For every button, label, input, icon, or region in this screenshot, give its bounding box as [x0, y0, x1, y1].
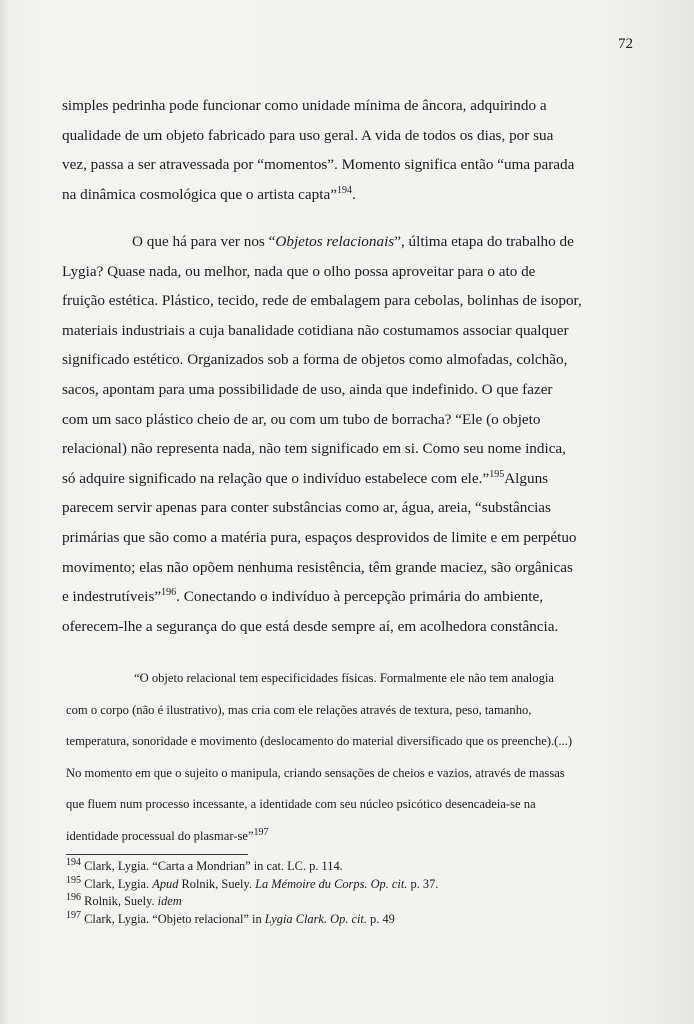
paragraph-1-text: simples pedrinha pode funcionar como unidade mínima de âncora, adquirindo a qualidade de um objeto fabricado para uso geral. A vida de todos os dias, por sua vez, passa a ser atravessada por “momentos”. Momento significa então “uma parada na dinâmica cosmológica que o artista capta” [62, 97, 575, 203]
footnote-number: 196 [66, 892, 81, 904]
footnote-text: Clark, Lygia. “Objeto relacional” in [84, 911, 265, 926]
paragraph-2-part2: ”, última etapa do trabalho de Lygia? Quase nada, ou melhor, nada que o olho possa aproveitar para o ato de fruição estética. Plástico, tecido, rede de embalagem para cebolas, bolinhas de isopor, materiais industriais a cuja banalidade cotidiana não costumamos associar qualquer significado estético. Organizados sob a forma de objetos como almofadas, colchão, sacos, apontam para uma possibilidade de uso, ainda que indefinido. O que fazer com um saco plástico cheio de ar, ou com um tubo de borracha? “Ele (o objeto relacional) não representa nada, não tem significado em si. Como seu nome indica, só adquire significado na relação que o indivíduo estabelece com ele.” [62, 233, 582, 487]
footnote-text: Rolnik, Suely. [84, 894, 158, 909]
footnote-text: p. 49 [366, 911, 395, 926]
footnote-text: Clark, Lygia. “Carta a Mondrian” in cat. LC. p. 114. [84, 859, 343, 873]
footnote-ref-195: 195 [489, 468, 505, 480]
paragraph-2-part4: . Conectando o indivíduo à percepção primária do ambiente, oferecem-lhe a segurança do que está desde sempre aí, em acolhedora constância. [62, 588, 559, 635]
page-number: 72 [618, 36, 633, 52]
footnote-italic: Lygia Clark. Op. cit. [264, 911, 367, 926]
footnote-text: p. 37. [407, 876, 439, 891]
block-quote [66, 663, 576, 852]
footnote-197 [66, 911, 586, 929]
paragraph-2 [62, 227, 582, 641]
footnote-number: 195 [66, 874, 81, 886]
footnote-text: Rolnik, Suely. [178, 876, 256, 891]
footnote-194 [66, 858, 586, 876]
footnotes [66, 858, 586, 928]
paragraph-1 [62, 91, 582, 209]
footnote-italic: idem [157, 894, 182, 909]
footnote-text: Clark, Lygia. [84, 876, 153, 891]
footnote-196 [66, 893, 586, 911]
footnote-ref-197: 197 [253, 826, 269, 838]
footnote-number: 197 [66, 909, 81, 921]
footnote-divider [66, 854, 248, 855]
footnote-ref-196: 196 [161, 587, 177, 599]
footnote-italic: Apud [152, 876, 179, 891]
quote-text: “O objeto relacional tem especificidades físicas. Formalmente ele não tem analogia com o corpo (não é ilustrativo), mas cria com ele relações através de textura, peso, tamanho, temperatura, sonoridade e movimento (deslocamento do material diversificado que os preenche).(...) No momento em que o sujeito o manipula, criando sensações de cheios e vazios, através de massas que fluem num processo incessante, a identidade com seu núcleo psicótico desencadeia-se na identidade processual do plasmar-se” [66, 671, 573, 843]
paragraph-1-end: . [351, 185, 356, 203]
paragraph-2-part3: Alguns parecem servir apenas para conter substâncias como ar, água, areia, “substâncias primárias que são como a matéria pura, espaços desprovidos de limite e em perpétuo movimento; elas não opõem nenhuma resistência, têm grande maciez, são orgânicas e indestrutíveis” [62, 469, 577, 606]
italic-title: Objetos relacionais [275, 233, 395, 250]
footnote-italic: La Mémoire du Corps. Op. cit. [255, 876, 408, 891]
footnote-number: 194 [66, 856, 81, 868]
paragraph-2-part1: O que há para ver nos “ [132, 233, 276, 250]
footnote-ref-194: 194 [336, 184, 352, 196]
footnote-195 [66, 876, 586, 894]
